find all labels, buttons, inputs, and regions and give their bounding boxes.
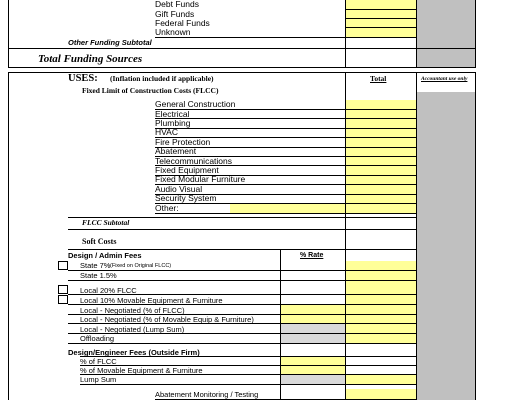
local-20-label: Local 20% FLCC: [80, 286, 137, 295]
design-fees-total-cells[interactable]: [346, 261, 416, 344]
flcc-item: Other:: [155, 203, 179, 213]
outside-line: [80, 384, 416, 385]
pct-flcc-label: % of FLCC: [80, 357, 117, 366]
uses-left-border: [8, 72, 9, 400]
accountant-use-only-header: Accountant use only: [421, 76, 468, 82]
flcc-subtotal-bottom: [68, 229, 416, 230]
total-funding-sources-label: Total Funding Sources: [38, 53, 143, 65]
design-line: [68, 270, 416, 271]
funding-item: Debt Funds: [155, 0, 199, 9]
local-negotiated-movable-label: Local - Negotiated (% of Movable Equip & Furniture): [80, 315, 254, 324]
abatement-monitoring-label: Abatement Monitoring / Testing: [155, 390, 259, 399]
local-negotiated-flcc-label: Local - Negotiated (% of FLCC): [80, 306, 185, 315]
subtotal-divider: [8, 48, 475, 49]
flcc-line: [155, 109, 416, 110]
uses-inflation-note: (Inflation included if applicable): [110, 74, 214, 83]
top-left-border: [8, 0, 9, 68]
lump-rate-disabled: [281, 324, 345, 344]
outside-firm-title: Design/Engineer Fees (Outside Firm): [68, 348, 200, 357]
flcc-item: Fire Protection: [155, 137, 211, 147]
flcc-subtotal-label: FLCC Subtotal: [82, 218, 130, 227]
funding-row-line: [155, 37, 416, 38]
top-accountant-column: [417, 0, 475, 68]
other-description-input[interactable]: [230, 204, 345, 213]
outside-line: [80, 374, 416, 375]
uses-right-border: [475, 72, 476, 400]
top-right-border: [475, 0, 476, 68]
design-line: [68, 294, 416, 295]
state-7-label: State 7%: [80, 261, 111, 270]
funding-row-line: [346, 18, 416, 19]
flcc-item: Electrical: [155, 109, 190, 119]
flcc-item: Fixed Equipment: [155, 165, 219, 175]
flcc-line: [155, 128, 416, 129]
total-column-header: Total: [370, 74, 387, 83]
flcc-line: [155, 118, 416, 119]
local-negotiated-lump-label: Local - Negotiated (Lump Sum): [80, 325, 185, 334]
state-7-checkbox[interactable]: [58, 261, 68, 270]
soft-costs-title: Soft Costs: [82, 237, 117, 246]
funding-item: Gift Funds: [155, 9, 195, 19]
state-7-note: (Fixed on Original FLCC): [110, 263, 172, 269]
lump-sum-label: Lump Sum: [80, 375, 117, 384]
design-line: [68, 304, 416, 305]
flcc-item: Telecommunications: [155, 156, 233, 166]
design-line: [68, 280, 416, 281]
uses-title: USES:: [68, 73, 98, 84]
flcc-item: General Construction: [155, 99, 236, 109]
outside-lump-rate-disabled: [281, 375, 345, 384]
flcc-item: Abatement: [155, 146, 197, 156]
pct-movable-label: % of Movable Equipment & Furniture: [80, 366, 203, 375]
design-admin-fees-title: Design / Admin Fees: [68, 251, 142, 260]
flcc-line: [155, 203, 416, 204]
other-funding-subtotal-label: Other Funding Subtotal: [68, 38, 152, 47]
accountant-use-column: [417, 92, 475, 400]
local-10-label: Local 10% Movable Equipment & Furniture: [80, 296, 223, 305]
offloading-label: Offloading: [80, 334, 115, 343]
local-20-checkbox[interactable]: [58, 285, 68, 294]
funding-row-line: [346, 27, 416, 28]
flcc-item: Plumbing: [155, 118, 191, 128]
design-fees-top: [68, 249, 416, 250]
state-15-label: State 1.5%: [80, 271, 117, 280]
local-10-checkbox[interactable]: [58, 295, 68, 304]
flcc-line: [155, 213, 416, 214]
funding-row-line: [346, 9, 416, 10]
design-line: [68, 333, 416, 334]
flcc-item: HVAC: [155, 127, 178, 137]
flcc-item: Security System: [155, 193, 217, 203]
outside-line: [80, 356, 416, 357]
flcc-title: Fixed Limit of Construction Costs (FLCC): [82, 86, 219, 95]
total-funding-bottom: [8, 67, 475, 68]
rate-column-header: % Rate: [300, 252, 324, 259]
flcc-item: Fixed Modular Furniture: [155, 174, 246, 184]
design-line: [68, 323, 416, 324]
funding-item: Federal Funds: [155, 18, 210, 28]
design-line: [68, 343, 416, 344]
flcc-item: Audio Visual: [155, 184, 203, 194]
funding-item: Unknown: [155, 27, 191, 37]
